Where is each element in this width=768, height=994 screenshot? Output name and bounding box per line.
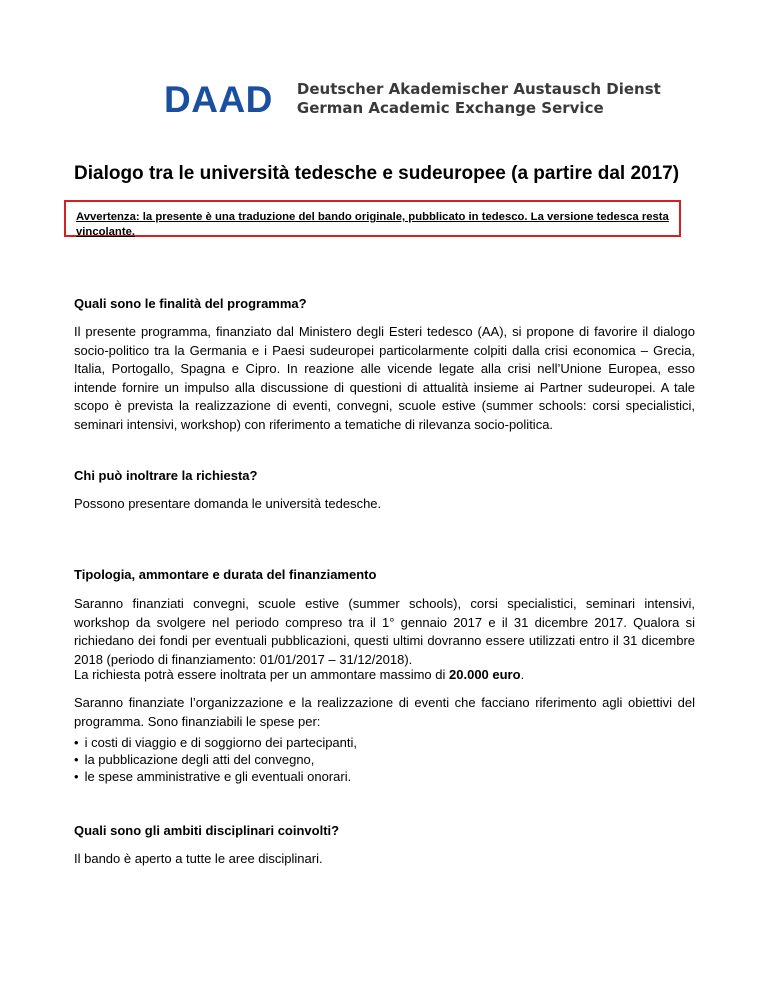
eligible-costs-list	[74, 734, 357, 785]
logo-line-english: German Academic Exchange Service	[296, 99, 604, 117]
list-item: • la pubblicazione degli atti del convegno,	[74, 751, 357, 768]
translation-warning-box	[64, 200, 681, 237]
paragraph-funding-amount	[74, 666, 695, 685]
daad-logo	[164, 80, 661, 118]
logo-line-german: Deutscher Akademischer Austausch Dienst	[296, 80, 661, 98]
logo-text	[297, 80, 661, 118]
logo-mark: DAAD	[164, 78, 273, 120]
amount-value: 20.000 euro	[449, 667, 521, 682]
heading-funding: Tipologia, ammontare e durata del finanziamento	[74, 567, 377, 582]
page-title: Dialogo tra le università tedesche e sudeuropee (a partire dal 2017)	[74, 163, 680, 184]
amount-suffix: .	[520, 667, 525, 682]
heading-who: Chi può inoltrare la richiesta?	[74, 468, 258, 483]
heading-fields: Quali sono gli ambiti disciplinari coinvolti?	[74, 823, 340, 838]
list-item: • i costi di viaggio e di soggiorno dei partecipanti,	[74, 734, 357, 751]
heading-goals: Quali sono le finalità del programma?	[74, 296, 307, 311]
warning-line-1: Avvertenza: la presente è una traduzione del bando originale, pubblicato in tedesco. La versione tedesca resta	[76, 211, 669, 223]
amount-prefix: La richiesta potrà essere inoltrata per un ammontare massimo di	[74, 667, 450, 682]
paragraph-funding-period: Saranno finanziati convegni, scuole estive (summer schools), corsi specialistici, seminari intensivi, workshop da svolgere nel periodo compreso tra il 1° gennaio 2017 e il 31 dicembre 2017. Qualora si richiedano dei fondi per eventuali pubblicazioni, questi ultimi dovranno essere utilizzati entro il 31 dicembre 2018 (periodo di finanziamento: 01/01/2017 – 31/12/2018).	[74, 596, 695, 667]
paragraph-funding-costs: Saranno finanziate l’organizzazione e la realizzazione di eventi che facciano riferimento agli obiettivi del programma. Sono finanziabili le spese per:	[74, 695, 695, 729]
warning-line-2: vincolante.	[76, 226, 136, 238]
paragraph-goals: Il presente programma, finanziato dal Ministero degli Esteri tedesco (AA), si propone di favorire il dialogo socio-politico tra la Germania e i Paesi sudeuropei particolarmente colpiti dalla crisi economica – Grecia, Italia, Portogallo, Spagna e Cipro. In reazione alle vicende legate alla crisi nell’Unione Europea, esso intende fornire un impulso alla discussione di questioni di attualità insieme ai Partner sudeuropei. A tale scopo è prevista la realizzazione di eventi, convegni, scuole estive (summer schools: corsi specialistici, seminari intensivi, workshop) con riferimento a tematiche di rilevanza socio-politica.	[74, 324, 695, 432]
paragraph-who: Possono presentare domanda le università tedesche.	[74, 496, 382, 511]
paragraph-fields: Il bando è aperto a tutte le aree disciplinari.	[74, 851, 323, 866]
list-item: • le spese amministrative e gli eventuali onorari.	[74, 768, 357, 785]
